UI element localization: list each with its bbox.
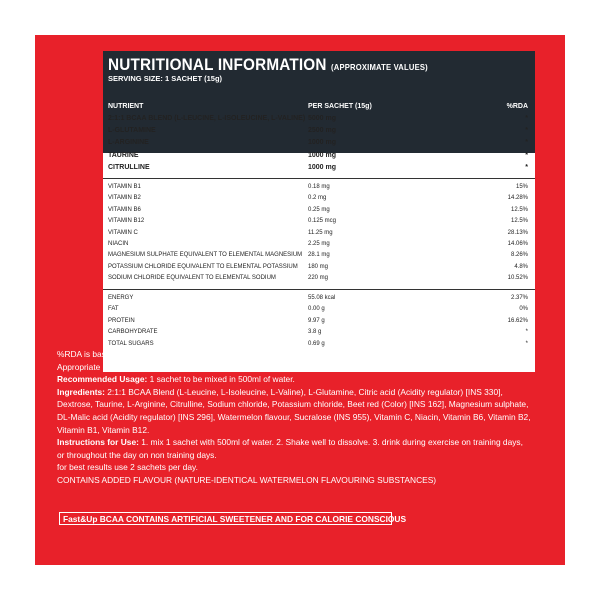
nutrient-value: 9.97 g [308,317,325,324]
title-suffix: (APPROXIMATE VALUES) [331,62,428,72]
table-title [108,55,428,75]
nutrient-name: TAURINE [108,151,139,159]
instructions-note [57,436,537,449]
rda-note-row [57,348,537,361]
usage-text: 1 sachet to be mixed in 500ml of water. [149,374,295,385]
label-notes [57,348,537,487]
nutrient-name: TOTAL SUGARS [108,341,154,347]
table-row [103,295,535,305]
table-row [103,252,535,262]
nutrition-table [103,51,535,372]
table-row [103,241,535,251]
ingredients-note [57,386,537,436]
table-row [103,318,535,328]
table-row [103,306,535,316]
nutrient-rda: 28.13% [507,229,528,236]
nutrient-rda: * [525,329,528,336]
table-row [103,207,535,217]
nutrient-name: L-ARGININE [108,139,149,147]
nutrient-value: 0.25 mg [308,206,330,213]
nutrient-value: 1000 mg [308,139,337,147]
table-row [103,184,535,194]
nutrient-name: VITAMIN B2 [108,195,141,202]
table-row [103,164,535,174]
nutrient-value: 2500 mg [308,127,337,135]
nutrient-value: 3.8 g [308,329,322,336]
ingredients-text: 2:1:1 BCAA Blend (L-Leucine, L-Isoleucine, L-Valine), L-Glutamine, Citric acid (Acidity regulator) [INS 330], Dextrose, Taurine, L-Arginine, Citrulline, Sodium chloride, Potassium chloride, Beet red (Color) [INS 162], Magnesium sulphate, DL-Malic acid (Acidity regulator) [INS 296], Watermelon flavour, Sucralose (INS 955), Vitamin C, Niacin, Vitamin B6, Vitamin B2, Vitamin B1, Vitamin B12. [57,386,531,435]
nutrient-name: ENERGY [108,294,134,301]
nutrient-value: 0.125 mcg [308,218,337,225]
nutrient-rda: 15% [515,184,528,190]
section-divider [103,289,535,290]
overages-note: Appropriate overages of vitamins and minerals added. [57,361,258,372]
nutrient-name: CARBOHYDRATE [108,329,158,336]
nutrient-value: 11.25 mg [308,229,333,236]
usage-label: Recommended Usage: [57,374,148,385]
flavour-note: CONTAINS ADDED FLAVOUR (NATURE-IDENTICAL WATERMELON FLAVOURING SUBSTANCES) [57,474,437,485]
column-header-per-sachet: PER SACHET (15g) [308,103,372,110]
nutrient-name: VITAMIN B1 [108,184,141,190]
table-row [103,329,535,339]
nutrient-name: FAT [108,306,119,313]
nutrient-value: 2.25 mg [308,241,330,247]
nutrient-name: PROTEIN [108,317,135,324]
instructions-label: Instructions for Use: [57,437,139,448]
table-row [103,230,535,240]
rda-not-established-note: *Recommended Daily Allowance (RDA) value not established. [275,349,505,359]
nutrient-value: 0.00 g [308,306,325,313]
nutrient-value: 1000 mg [308,163,337,171]
table-row [103,127,535,137]
label-panel [35,35,565,565]
nutrient-name: VITAMIN B6 [108,206,141,213]
nutrient-value: 1000 mg [308,151,337,159]
nutrient-value: 180 mg [308,263,329,270]
nutrient-rda: 8.26% [510,252,528,259]
nutrient-value: 0.2 mg [308,195,327,202]
nutrient-rda: 2.37% [510,294,528,301]
section-divider [103,178,535,179]
nutrient-rda: 10.52% [507,275,528,282]
column-header-nutrient: NUTRIENT [108,103,144,110]
nutrient-name: VITAMIN B12 [108,218,145,225]
nutrient-name: POTASSIUM CHLORIDE EQUIVALENT TO ELEMENTAL POTASSIUM [108,263,298,270]
instructions-continued: or throughout the day on non training days. [57,449,217,460]
table-row [103,195,535,205]
nutrient-rda: * [525,163,528,171]
nutrient-rda: 12.5% [510,206,528,213]
ingredients-label: Ingredients: [57,386,105,397]
warning-box: Fast&Up BCAA CONTAINS ARTIFICIAL SWEETENER AND FOR CALORIE CONSCIOUS [59,512,392,525]
table-row [103,275,535,285]
nutrient-rda: * [525,139,528,147]
table-row [103,139,535,149]
nutrient-rda: * [525,127,528,135]
nutrient-value: 5000 mg [308,115,337,122]
nutrient-name: MAGNESIUM SULPHATE EQUIVALENT TO ELEMENTAL MAGNESIUM [108,252,303,259]
instructions-text: 1. mix 1 sachet with 500ml of water. 2. Shake well to dissolve. 3. drink during exercise on training days, [141,437,523,448]
nutrient-name: L-GLUTAMINE [108,127,156,135]
nutrient-value: 0.18 mg [308,184,330,190]
nutrient-rda: * [525,151,528,159]
nutrient-rda: 14.28% [507,195,528,202]
nutrient-rda: 0% [519,306,528,313]
nutrient-value: 28.1 mg [308,252,330,259]
column-header-rda: %RDA [506,103,528,110]
rda-basis-note: %RDA is based on man sedentary work as per ICMR [57,349,254,359]
nutrient-rda: 14.06% [507,241,528,247]
nutrient-name: NIACIN [108,241,129,247]
nutrient-rda: 16.62% [507,317,528,324]
usage-note [57,373,537,386]
table-row [103,115,535,125]
nutrient-value: 0.69 g [308,341,325,347]
table-row [103,218,535,228]
nutrient-rda: 4.8% [514,263,528,270]
table-row [103,264,535,274]
nutrient-name: VITAMIN C [108,229,138,236]
nutrient-name: SODIUM CHLORIDE EQUIVALENT TO ELEMENTAL SODIUM [108,275,276,282]
table-header [103,51,535,153]
nutrient-name: 2:1:1 BCAA BLEND (L-LEUCINE, L-ISOLEUCINE, L-VALINE) [108,115,306,122]
best-results-note: for best results use 2 sachets per day. [57,462,198,473]
nutrient-name: CITRULLINE [108,163,150,171]
title-text: NUTRITIONAL INFORMATION [108,55,327,74]
nutrient-value: 220 mg [308,275,329,282]
serving-size: SERVING SIZE: 1 SACHET (15g) [108,74,223,83]
nutrient-rda: * [525,341,528,347]
nutrient-value: 55.08 kcal [308,294,336,301]
table-row [103,152,535,162]
nutrient-rda: * [525,115,528,122]
nutrient-rda: 12.5% [510,218,528,225]
